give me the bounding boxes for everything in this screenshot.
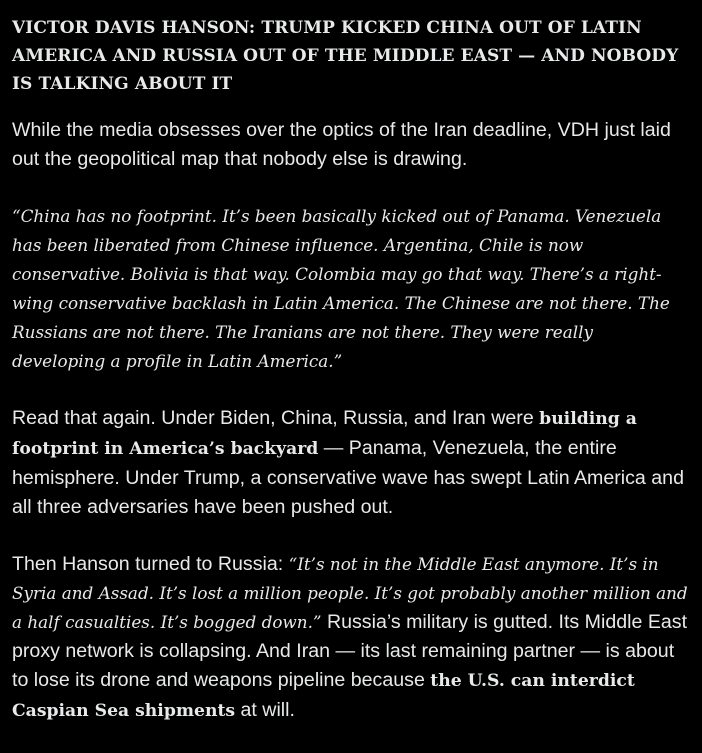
analysis-text-start: Read that again. Under Biden, China, Russia, and Iran were <box>12 407 540 429</box>
russia-paragraph <box>12 550 690 726</box>
analysis-bold-phrase: building a footprint in America’s backyard <box>12 409 637 459</box>
russia-bold-phrase: the U.S. can interdict Caspian Sea shipments <box>12 671 635 721</box>
post-headline: VICTOR DAVIS HANSON: TRUMP KICKED CHINA OUT OF LATIN AMERICA AND RUSSIA OUT OF THE MIDDLE EAST — AND NOBODY IS TALKING ABOUT IT <box>12 18 679 94</box>
russia-quote: “It’s not in the Middle East anymore. It’s in Syria and Assad. It’s lost a million people. It’s got probably another million and a half casualties. It’s bogged down.” <box>12 554 688 632</box>
russia-text-middle: Russia’s military is gutted. Its Middle East proxy network is collapsing. And Iran — its last remaining partner — is about to lose its drone and weapons pipeline because <box>12 611 688 691</box>
russia-text-start: Then Hanson turned to Russia: <box>12 553 289 575</box>
russia-text-end: at will. <box>235 699 295 721</box>
hanson-quote: “China has no footprint. It’s been basically kicked out of Panama. Venezuela has been liberated from Chinese influence. Argentina, Chile is now conservative. Bolivia is that way. Colombia may go that way. There’s a right-wing conservative backlash in Latin America. The Chinese are not there. The Russians are not there. The Iranians are not there. They were really developing a profile in Latin America.” <box>12 206 670 371</box>
analysis-paragraph <box>12 404 690 522</box>
intro-paragraph: While the media obsesses over the optics of the Iran deadline, VDH just laid out the geopolitical map that nobody else is drawing. <box>12 119 671 170</box>
analysis-text-end: — Panama, Venezuela, the entire hemisphere. Under Trump, a conservative wave has swept Latin America and all three adversaries have been pushed out. <box>12 437 684 518</box>
